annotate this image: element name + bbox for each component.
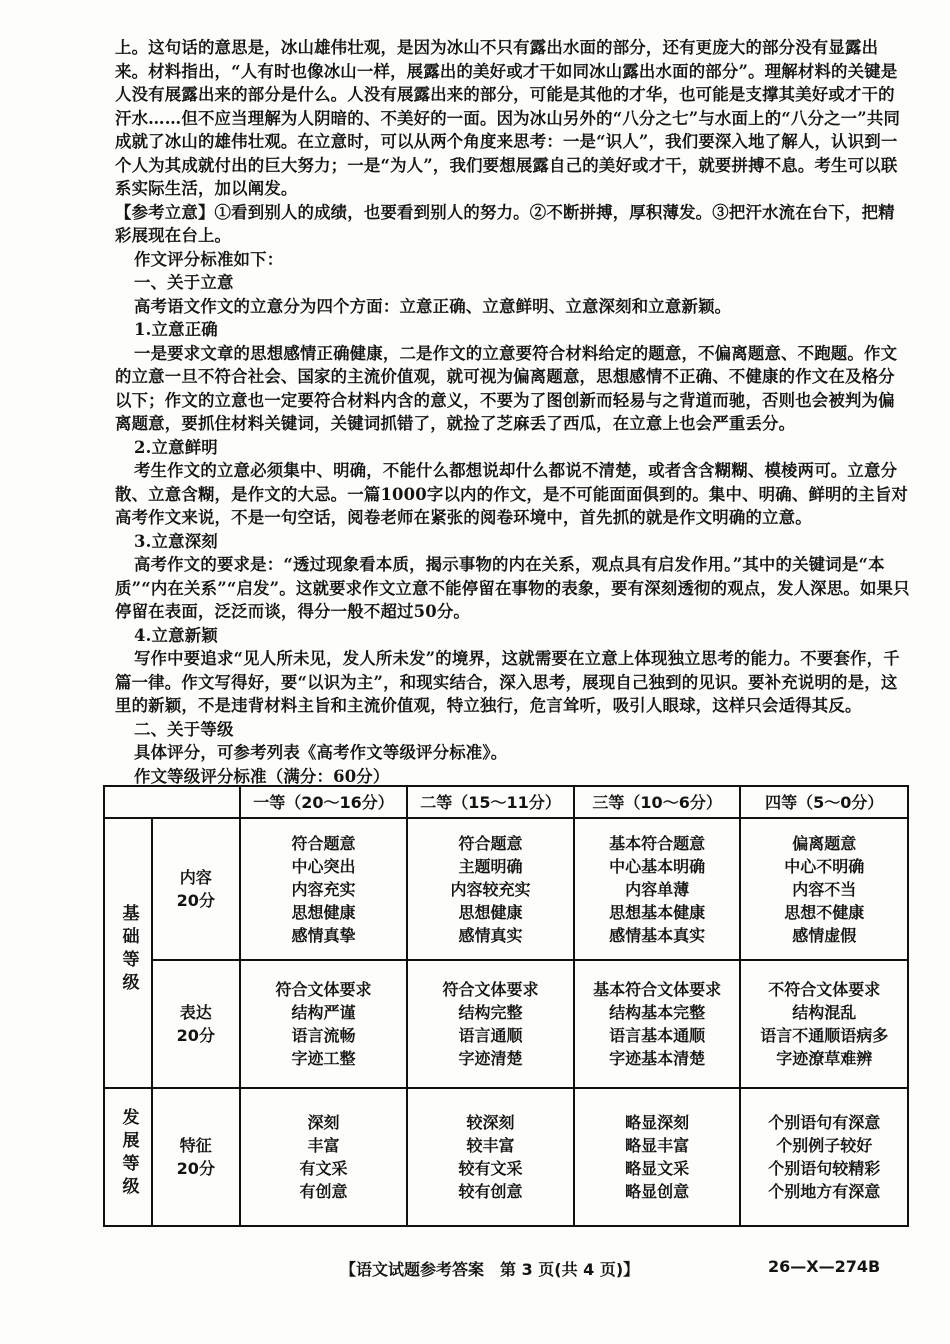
- cell-line: 结构严谨: [291, 1003, 356, 1022]
- cell-line: 偏离题意: [792, 833, 857, 853]
- paragraph-deep-idea: 高考作文的要求是：“透过现象看本质，揭示事物的内在关系，观点具有启发作用。”其中的关键词是“本质”“内在关系”“启发”。这就要求作文立意不能停留在事物的表象，要有深刻透彻的观点，发人深思。如果只停留在表面，泛泛而谈，得分一般不超过50分。: [115, 555, 910, 621]
- paragraph-correct-idea: 一是要求文章的思想感情正确健康，二是作文的立意要符合材料给定的题意，不偏离题意、不跑题。作文的立意一旦不符合社会、国家的主流价值观，就可视为偏离题意，思想感情不正确、不健康的作文在及格分以下；作文的立意也一定要符合材料内含的意义，不要为了图创新而轻易与之背道而驰，否则也会被判为偏离题意，要抓住材料关键词，关键词抓错了，就捡了芝麻丢了西瓜，在立意上也会严重丢分。: [115, 343, 898, 433]
- table-cell: [240, 1088, 408, 1226]
- cell-line: 较有创意: [458, 1182, 523, 1201]
- table-corner-cell: [104, 786, 240, 818]
- row-label-content: [152, 818, 240, 960]
- table-row-expression: [104, 960, 908, 1088]
- row-label-features: [152, 1088, 240, 1226]
- body-text: [115, 36, 910, 788]
- cell-line: 略显丰富: [625, 1136, 690, 1155]
- table-row-features: [104, 1088, 908, 1226]
- cell-line: 中心突出: [291, 856, 356, 876]
- cell-line: 感情真挚: [291, 925, 356, 945]
- heading-about-ideas: 一、关于立意: [134, 273, 234, 292]
- cell-line: 字迹工整: [291, 1049, 356, 1068]
- cell-line: 语言流畅: [291, 1026, 356, 1045]
- cell-line: 略显深刻: [625, 1113, 690, 1132]
- cell-line: 符合题意: [458, 833, 523, 853]
- table-cell: [240, 960, 408, 1088]
- cell-line: 中心基本明确: [609, 856, 706, 876]
- cell-line: 主题明确: [458, 856, 523, 876]
- paragraph-criteria-intro: 作文评分标准如下：: [134, 249, 284, 269]
- cell-line: 内容不当: [792, 879, 857, 899]
- heading-novel-idea: 4.立意新颖: [134, 625, 218, 645]
- row-label-score: 20分: [176, 891, 215, 910]
- row-label-score: 20分: [176, 1159, 215, 1178]
- cell-line: 结构基本完整: [609, 1003, 706, 1022]
- table-cell: [407, 1088, 574, 1226]
- paragraph-analysis: 上。这句话的意思是，冰山雄伟壮观，是因为冰山不只有露出水面的部分，还有更庞大的部分没有显露出来。材料指出，“人有时也像冰山一样，展露出的美好或才干如同冰山露出水面的部分”。理解材料的关键是人没有展露出来的部分是什么。人没有展露出来的部分，可能是其他的才华，也可能是支撑其美好或才干的汗水……但不应当理解为人阴暗的、不美好的一面。因为冰山另外的“八分之七”与水面上的“八分之一”共同成就了冰山的雄伟壮观。在立意时，可以从两个角度来思考：一是“识人”，我们要深入地了解人，认识到一个人为其成就付出的巨大努力；一是“为人”，我们要想展露自己的美好或才干，就要拼搏不息。考生可以联系实际生活，加以阐发。: [115, 38, 901, 198]
- table-caption: 作文等级评分标准（满分：60分）: [134, 766, 390, 786]
- paragraph-reference-ideas: 【参考立意】①看到别人的成绩，也要看到别人的努力。②不断拼搏，厚积薄发。③把汗水流在台下，把精彩展现在台上。: [115, 202, 895, 245]
- cell-line: 个别例子较好: [776, 1136, 873, 1155]
- cell-line: 符合文体要求: [442, 980, 539, 999]
- group-dev-cell: [104, 1088, 152, 1226]
- footer-code: 26—X—274B: [768, 1257, 881, 1276]
- heading-correct-idea: 1.立意正确: [134, 320, 218, 339]
- header-grade-3: 三等（10～6分）: [574, 786, 741, 818]
- table-cell: [740, 960, 908, 1088]
- cell-line: 有文采: [299, 1159, 348, 1178]
- paragraph-four-aspects: 高考语文作文的立意分为四个方面：立意正确、立意鲜明、立意深刻和立意新颖。: [134, 296, 732, 316]
- paragraph-novel-idea: 写作中要追求“见人所未见，发人所未发”的境界，这就需要在立意上体现独立思考的能力。不要套作，千篇一律。作文写得好，要“以识为主”，和现实结合，深入思考，展现自己独到的见识。要补充说明的是，这里的新颖，不是违背材料主旨和主流价值观，特立独行，危言耸听，吸引人眼球，这样只会适得其反。: [115, 649, 900, 715]
- cell-line: 不符合文体要求: [768, 980, 881, 999]
- cell-line: 较丰富: [466, 1136, 515, 1155]
- cell-line: 个别地方有深意: [768, 1182, 881, 1201]
- table-header-row: [104, 786, 908, 818]
- paragraph-clear-idea: 考生作文的立意必须集中、明确，不能什么都想说却什么都说不清楚，或者含含糊糊、模棱两可。立意分散、立意含糊，是作文的大忌。一篇1000字以内的作文，是不可能面面俱到的。集中、明确、鲜明的主旨对高考作文来说，不是一句空话，阅卷老师在紧张的阅卷环境中，首先抓的就是作文明确的立意。: [115, 461, 908, 527]
- cell-line: 感情真实: [458, 925, 523, 945]
- header-grade-2: 二等（15～11分）: [407, 786, 574, 818]
- paragraph-grade-reference: 具体评分，可参考列表《高考作文等级评分标准》。: [134, 743, 508, 762]
- cell-line: 字迹基本清楚: [609, 1049, 706, 1068]
- table-cell: [240, 818, 408, 960]
- cell-line: 个别语句有深意: [768, 1113, 881, 1132]
- cell-line: 语言不通顺语病多: [760, 1026, 889, 1045]
- row-label-name: 内容: [179, 868, 212, 887]
- cell-line: 深刻: [307, 1113, 340, 1132]
- table-cell: [740, 818, 908, 960]
- cell-line: 感情基本真实: [609, 925, 706, 945]
- cell-line: 较有文采: [458, 1159, 523, 1178]
- cell-line: 基本符合题意: [609, 833, 706, 853]
- cell-line: 语言基本通顺: [609, 1026, 706, 1045]
- cell-line: 符合文体要求: [275, 980, 372, 999]
- cell-line: 中心不明确: [784, 856, 865, 876]
- page-footer: [0, 1257, 950, 1287]
- cell-line: 丰富: [307, 1136, 340, 1155]
- cell-line: 字迹潦草难辨: [776, 1049, 873, 1068]
- cell-line: 个别语句较精彩: [768, 1159, 881, 1178]
- table-cell: [407, 960, 574, 1088]
- table-cell: [740, 1088, 908, 1226]
- row-label-name: 表达: [179, 1003, 212, 1022]
- cell-line: 结构完整: [458, 1003, 523, 1022]
- cell-line: 有创意: [299, 1182, 348, 1201]
- cell-line: 内容较充实: [450, 879, 531, 899]
- grading-table: [103, 785, 909, 1227]
- header-grade-1: 一等（20～16分）: [240, 786, 408, 818]
- cell-line: 语言通顺: [458, 1026, 523, 1045]
- cell-line: 内容单薄: [625, 879, 690, 899]
- row-label-name: 特征: [179, 1136, 212, 1155]
- row-label-score: 20分: [176, 1026, 215, 1045]
- cell-line: 基本符合文体要求: [593, 980, 722, 999]
- cell-line: 略显创意: [625, 1182, 690, 1201]
- cell-line: 符合题意: [291, 833, 356, 853]
- cell-line: 字迹清楚: [458, 1049, 523, 1068]
- cell-line: 感情虚假: [792, 925, 857, 945]
- heading-clear-idea: 2.立意鲜明: [134, 437, 218, 457]
- cell-line: 较深刻: [466, 1113, 515, 1132]
- cell-line: 略显文采: [625, 1159, 690, 1178]
- cell-line: 思想不健康: [784, 902, 865, 922]
- cell-line: 内容充实: [291, 879, 356, 899]
- heading-about-grades: 二、关于等级: [134, 719, 234, 739]
- cell-line: 思想基本健康: [609, 902, 706, 922]
- table-cell: [574, 818, 741, 960]
- table-cell: [574, 1088, 741, 1226]
- heading-deep-idea: 3.立意深刻: [134, 531, 218, 551]
- cell-line: 思想健康: [291, 902, 356, 922]
- header-grade-4: 四等（5～0分）: [740, 786, 908, 818]
- cell-line: 结构混乱: [792, 1003, 857, 1022]
- group-basic-label: 基础等级: [118, 904, 139, 996]
- table-cell: [574, 960, 741, 1088]
- row-label-expression: [152, 960, 240, 1088]
- table-cell: [407, 818, 574, 960]
- cell-line: 思想健康: [458, 902, 523, 922]
- table-row-content: [104, 818, 908, 960]
- group-dev-label: 发展等级: [118, 1108, 139, 1200]
- group-basic-cell: [104, 818, 152, 1088]
- footer-title: 【语文试题参考答案 第 3 页(共 4 页)】: [340, 1260, 640, 1279]
